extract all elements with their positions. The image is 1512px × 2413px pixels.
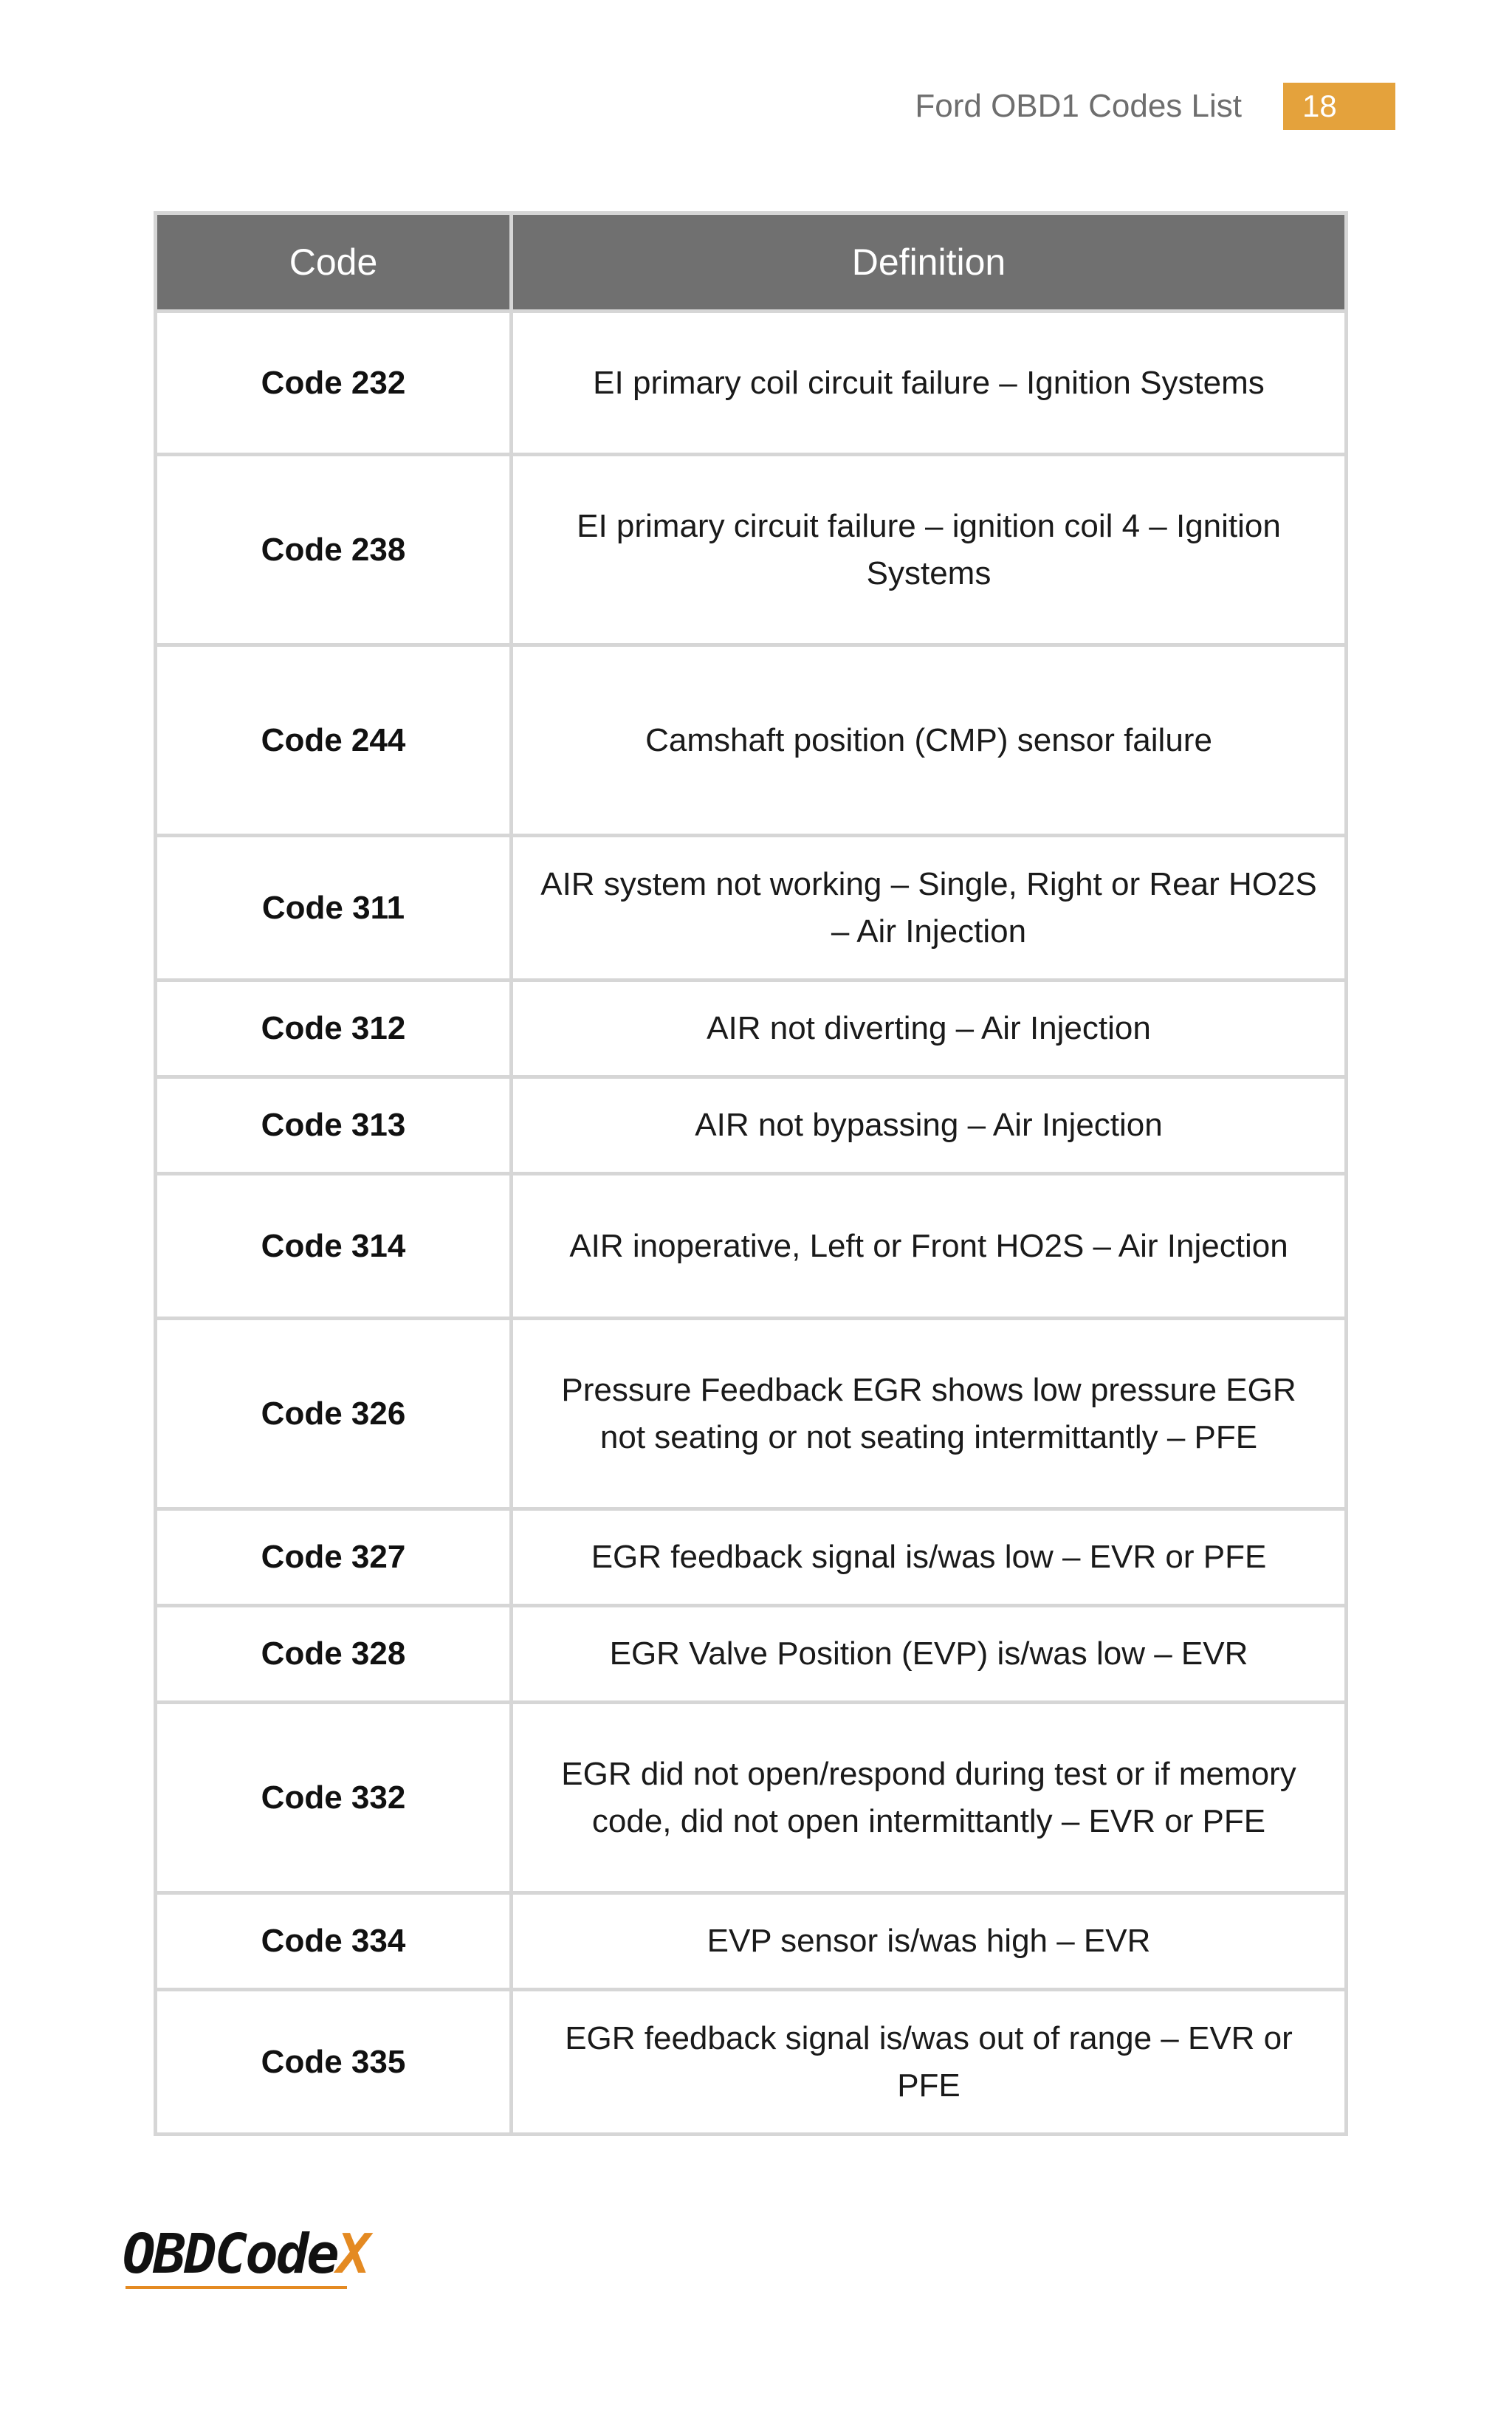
- code-cell: Code 232: [156, 312, 512, 455]
- table-row: [156, 836, 1347, 981]
- code-cell: Code 312: [156, 981, 512, 1077]
- code-cell: Code 332: [156, 1703, 512, 1893]
- document-title: Ford OBD1 Codes List: [915, 88, 1242, 124]
- table-row: [156, 1509, 1347, 1606]
- definition-cell: EGR did not open/respond during test or if memory code, did not open intermittantly – EVR or PFE: [512, 1703, 1347, 1893]
- code-cell: Code 311: [156, 836, 512, 981]
- column-header-code: Code: [156, 213, 512, 312]
- definition-cell: AIR inoperative, Left or Front HO2S – Air Injection: [512, 1174, 1347, 1319]
- code-cell: Code 328: [156, 1606, 512, 1703]
- table-row: [156, 1077, 1347, 1174]
- logo-accent-letter: X: [337, 2222, 368, 2286]
- table-row: [156, 455, 1347, 645]
- definition-cell: EI primary circuit failure – ignition coil 4 – Ignition Systems: [512, 455, 1347, 645]
- page-header: [915, 83, 1395, 130]
- code-cell: Code 327: [156, 1509, 512, 1606]
- definition-cell: EI primary coil circuit failure – Ignition Systems: [512, 312, 1347, 455]
- code-cell: Code 326: [156, 1319, 512, 1509]
- table-row: [156, 981, 1347, 1077]
- definition-cell: EVP sensor is/was high – EVR: [512, 1893, 1347, 1990]
- table-row: [156, 1893, 1347, 1990]
- logo-text: OBDCode: [123, 2222, 337, 2286]
- code-cell: Code 335: [156, 1990, 512, 2135]
- definition-cell: Pressure Feedback EGR shows low pressure EGR not seating or not seating intermittantly – PFE: [512, 1319, 1347, 1509]
- table-row: [156, 1606, 1347, 1703]
- logo-underline: [126, 2286, 347, 2289]
- page-number-badge: 18: [1283, 83, 1395, 130]
- definition-cell: AIR not diverting – Air Injection: [512, 981, 1347, 1077]
- definition-cell: Camshaft position (CMP) sensor failure: [512, 645, 1347, 836]
- definition-cell: AIR not bypassing – Air Injection: [512, 1077, 1347, 1174]
- column-header-definition: Definition: [512, 213, 1347, 312]
- obdcodex-logo: [123, 2222, 368, 2286]
- definition-cell: AIR system not working – Single, Right or Rear HO2S – Air Injection: [512, 836, 1347, 981]
- table-row: [156, 1174, 1347, 1319]
- codes-table: [154, 211, 1348, 2136]
- definition-cell: EGR Valve Position (EVP) is/was low – EVR: [512, 1606, 1347, 1703]
- table-row: [156, 1990, 1347, 2135]
- code-cell: Code 313: [156, 1077, 512, 1174]
- definition-cell: EGR feedback signal is/was low – EVR or PFE: [512, 1509, 1347, 1606]
- code-cell: Code 244: [156, 645, 512, 836]
- table-row: [156, 645, 1347, 836]
- code-cell: Code 238: [156, 455, 512, 645]
- table-row: [156, 1703, 1347, 1893]
- table-row: [156, 312, 1347, 455]
- table-header-row: [156, 213, 1347, 312]
- code-cell: Code 334: [156, 1893, 512, 1990]
- definition-cell: EGR feedback signal is/was out of range – EVR or PFE: [512, 1990, 1347, 2135]
- code-cell: Code 314: [156, 1174, 512, 1319]
- table-row: [156, 1319, 1347, 1509]
